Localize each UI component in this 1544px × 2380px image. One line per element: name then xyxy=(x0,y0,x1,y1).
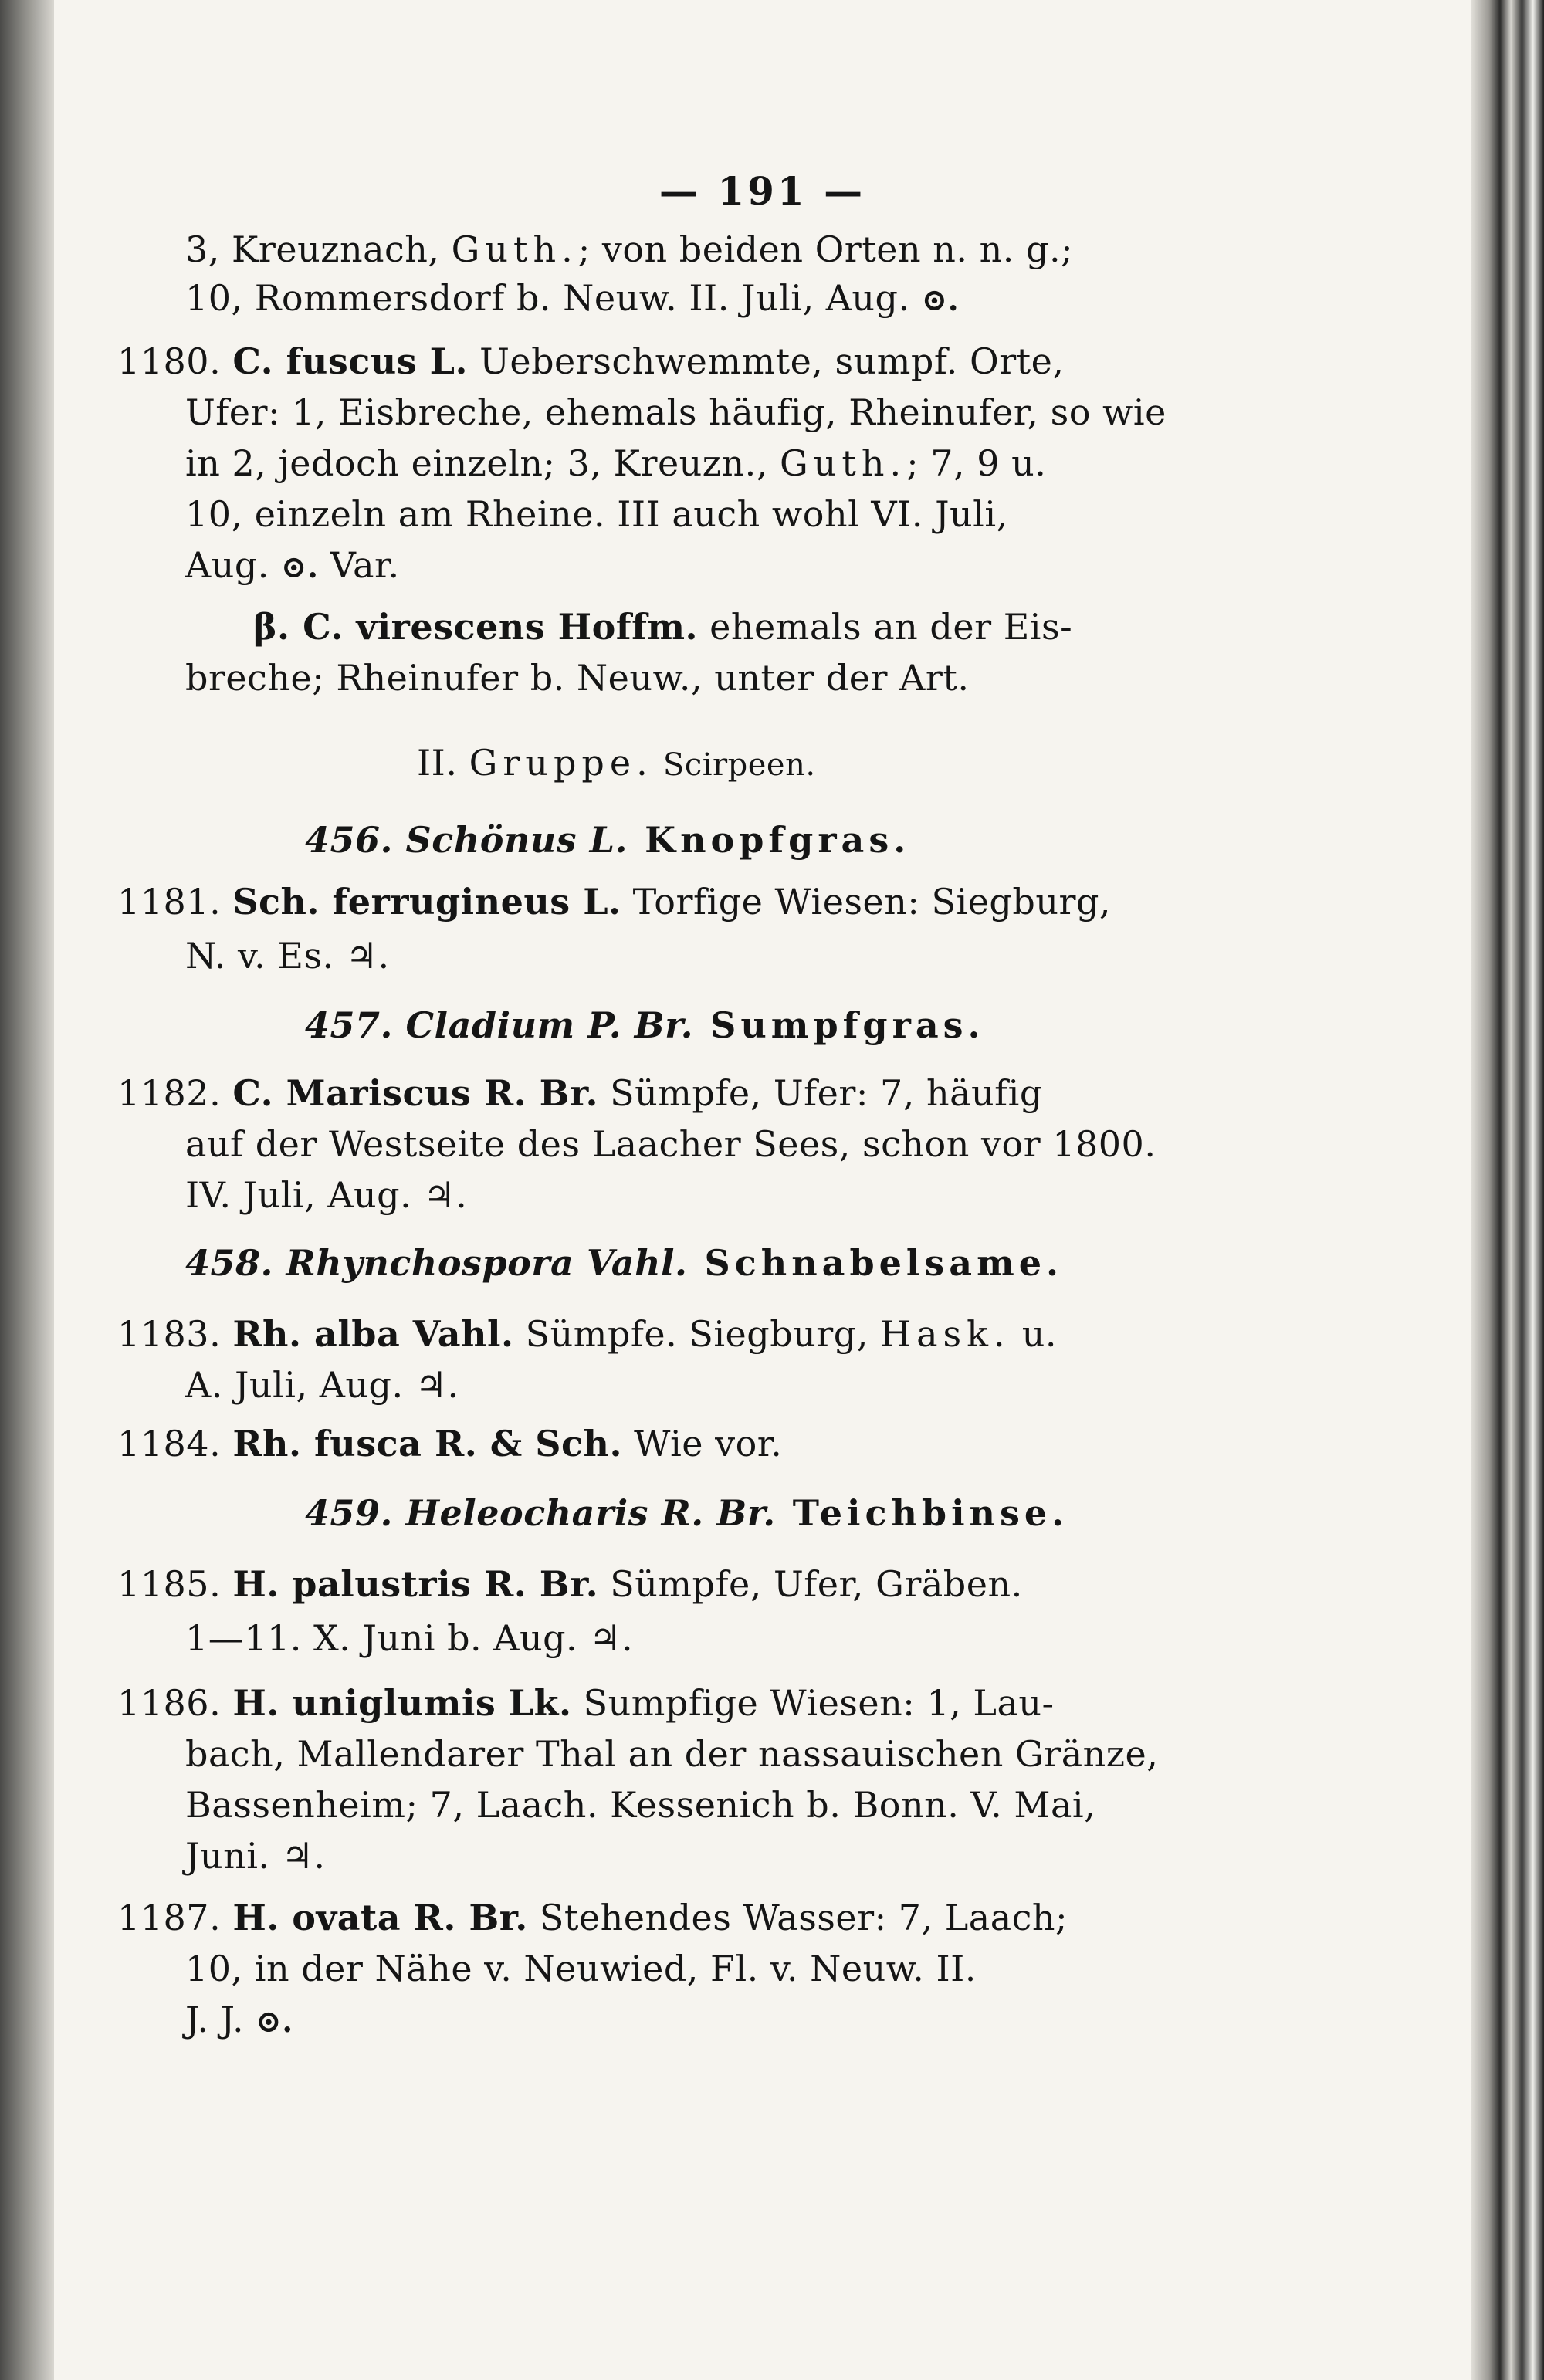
text-span: 1183. xyxy=(117,1313,233,1355)
text-span: N. v. Es. ♃. xyxy=(185,935,390,977)
text-line xyxy=(117,1420,782,1467)
text-span: II. xyxy=(417,742,469,784)
text-span: 1182. xyxy=(117,1072,233,1114)
text-line xyxy=(185,1240,1063,1286)
text-span: Sümpfe, Ufer, Gräben. xyxy=(598,1563,1023,1605)
text-span: 1186. xyxy=(117,1682,233,1724)
text-line xyxy=(185,1172,467,1218)
text-span: Knopfgras. xyxy=(628,819,911,861)
text-span: Hask. xyxy=(879,1313,1011,1355)
text-span: ⊙. xyxy=(281,549,319,585)
text-span: Guth. xyxy=(451,229,578,270)
text-line xyxy=(117,1070,1043,1116)
text-span: Guth. xyxy=(780,442,907,484)
text-line xyxy=(117,1680,1055,1726)
text-span: ; 7, 9 u. xyxy=(906,442,1047,484)
text-span: ⊙. xyxy=(921,282,960,318)
text-line xyxy=(185,491,1008,537)
text-span: 10, einzeln am Rheine. III auch wohl VI. Juli, xyxy=(185,493,1008,535)
text-span: Rh. fusca R. & Sch. xyxy=(232,1423,622,1464)
text-span: Torfige Wiesen: Siegburg, xyxy=(621,881,1112,923)
text-span: β. C. virescens Hoffm. xyxy=(253,606,699,648)
text-line xyxy=(185,389,1166,435)
text-span: 1180. xyxy=(117,340,233,382)
text-span: Aug. xyxy=(185,544,282,586)
text-line xyxy=(185,1731,1158,1777)
text-span: in 2, jedoch einzeln; 3, Kreuzn., xyxy=(185,442,780,484)
text-span: Rh. alba Vahl. xyxy=(232,1313,514,1355)
text-span: A. Juli, Aug. ♃. xyxy=(185,1364,459,1406)
text-line xyxy=(305,1490,1068,1536)
text-line xyxy=(185,1615,633,1661)
text-line xyxy=(185,275,959,323)
text-span: C. fuscus L. xyxy=(232,340,468,382)
text-span: 3, Kreuznach, xyxy=(185,229,452,270)
text-line xyxy=(185,440,1046,486)
text-span: 1185. xyxy=(117,1563,233,1605)
text-span: Sumpfige Wiesen: 1, Lau- xyxy=(571,1682,1055,1724)
text-span: IV. Juli, Aug. ♃. xyxy=(185,1174,468,1216)
text-line xyxy=(185,933,390,979)
text-line xyxy=(185,655,969,701)
left-binding-shadow xyxy=(0,0,54,2380)
text-span: 456. Schönus L. xyxy=(305,819,628,861)
text-line xyxy=(185,1121,1156,1167)
text-span: Sch. ferrugineus L. xyxy=(232,881,621,923)
text-span: Stehendes Wasser: 7, Laach; xyxy=(527,1897,1068,1938)
text-span: Juni. ♃. xyxy=(185,1835,326,1877)
text-span: u. xyxy=(1010,1313,1057,1355)
text-line xyxy=(117,879,1111,925)
text-span: H. ovata R. Br. xyxy=(232,1897,528,1938)
text-span: Teichbinse. xyxy=(775,1492,1069,1534)
text-span: Wie vor. xyxy=(621,1423,783,1464)
text-span: ehemals an der Eis- xyxy=(698,606,1073,648)
text-span: 1181. xyxy=(117,881,233,923)
text-span: ; von beiden Orten n. n. g.; xyxy=(577,229,1074,270)
right-page-edges xyxy=(1471,0,1544,2380)
text-line xyxy=(185,542,400,591)
text-line xyxy=(253,604,1072,650)
text-line xyxy=(185,1996,293,2045)
text-span: Var. xyxy=(318,544,400,586)
text-line xyxy=(185,226,1073,273)
text-span: Sümpfe, Ufer: 7, häufig xyxy=(598,1072,1043,1114)
text-line xyxy=(117,1894,1068,1941)
text-span: Ufer: 1, Eisbreche, ehemals häufig, Rheinufer, so wie xyxy=(185,391,1166,433)
text-span: ⊙. xyxy=(256,2003,293,2040)
text-span: Sümpfe. Siegburg, xyxy=(513,1313,880,1355)
text-span: 10, Rommersdorf b. Neuw. II. Juli, Aug. xyxy=(185,277,922,319)
text-line xyxy=(185,1362,459,1408)
text-span: C. Mariscus R. Br. xyxy=(232,1072,599,1114)
text-span: 458. Rhynchospora Vahl. xyxy=(185,1242,688,1284)
text-span: H. palustris R. Br. xyxy=(232,1563,599,1605)
text-line xyxy=(305,817,910,863)
text-span: 1—11. X. Juni b. Aug. ♃. xyxy=(185,1617,634,1659)
text-line xyxy=(417,740,816,788)
text-span: Bassenheim; 7, Laach. Kessenich b. Bonn. V. Mai, xyxy=(185,1784,1096,1826)
text-span: Ueberschwemmte, sumpf. Orte, xyxy=(468,340,1065,382)
text-span: auf der Westseite des Laacher Sees, schon vor 1800. xyxy=(185,1123,1156,1165)
text-line xyxy=(117,338,1065,384)
book-page xyxy=(54,0,1471,2380)
text-span: 10, in der Nähe v. Neuwied, Fl. v. Neuw. II. xyxy=(185,1948,977,1989)
text-span: H. uniglumis Lk. xyxy=(232,1682,572,1724)
text-line xyxy=(117,1311,1057,1357)
text-span: 457. Cladium P. Br. xyxy=(305,1004,694,1046)
text-span: breche; Rheinufer b. Neuw., unter der Art. xyxy=(185,657,970,699)
page-number-header: — 191 — xyxy=(659,168,866,214)
text-line xyxy=(185,1833,326,1879)
text-span: Gruppe. xyxy=(469,742,653,784)
text-span: Scirpeen. xyxy=(652,747,816,783)
text-span: 1184. xyxy=(117,1423,233,1464)
text-span: 459. Heleocharis R. Br. xyxy=(305,1492,776,1534)
text-line xyxy=(185,1782,1095,1828)
text-span: J. J. xyxy=(185,1999,256,2040)
text-span: 1187. xyxy=(117,1897,233,1938)
text-line xyxy=(305,1002,985,1048)
text-line xyxy=(117,1561,1023,1607)
text-span: bach, Mallendarer Thal an der nassauischen Gränze, xyxy=(185,1733,1159,1775)
text-span: Schnabelsame. xyxy=(687,1242,1064,1284)
text-span: Sumpfgras. xyxy=(693,1004,985,1046)
text-line xyxy=(185,1945,977,1992)
